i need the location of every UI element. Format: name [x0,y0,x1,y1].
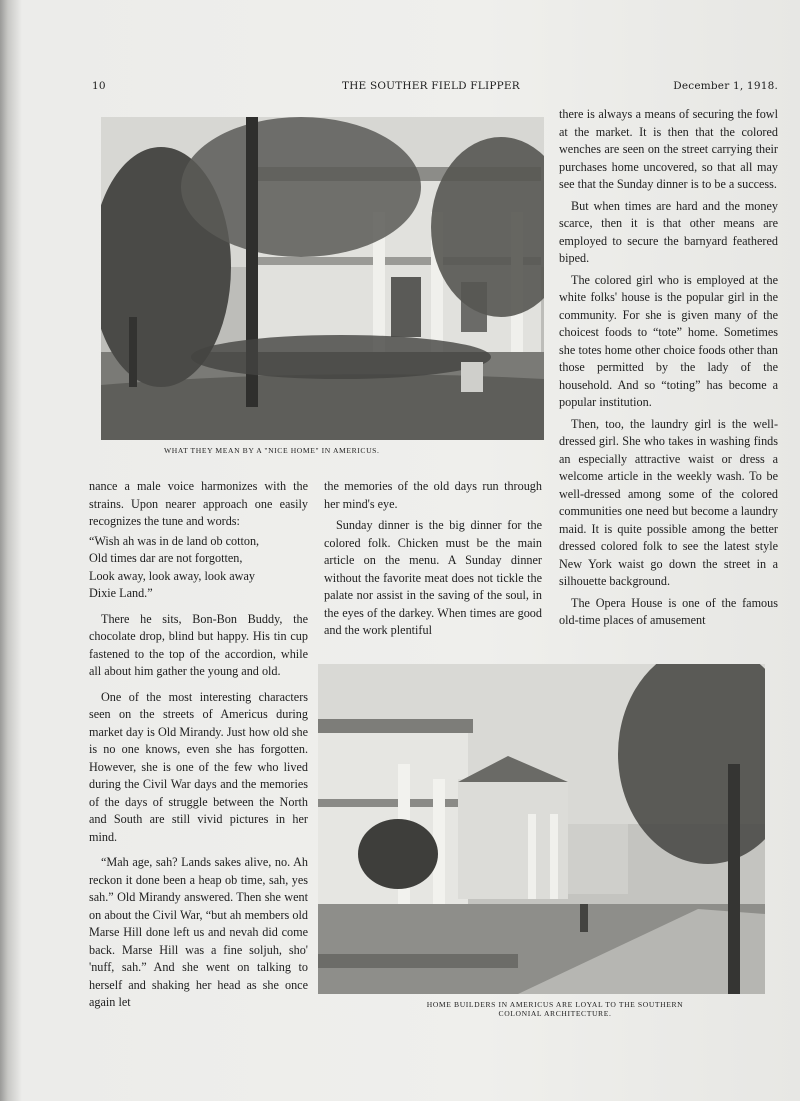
col1-paragraph: “Mah age, sah? Lands sakes alive, no. Ah reckon it done been a heap ob time, sah, yes sah.” Old Mirandy answered. Then she went on about the Civil War, “but ah members old Marse Hill done left us and nevah did come back. Marse Hill was a fine soljuh, sho' 'nuff, sah.” And she went on talking to herself and shaking her head as she once again let [89,855,308,1009]
column-2 [324,478,542,640]
page-number: 10 [92,80,106,92]
verse-line: Dixie Land.” [89,586,153,600]
bottom-photo-caption [330,1000,780,1018]
top-house-photo [101,117,544,440]
col2-paragraph: Sunday dinner is the big dinner for the colored folk. Chicken must be the main article on the menu. A Sunday dinner without the favorite meat does not tickle the palate nor assist in the saving of the soul, in the eyes of the darkey. When times are good and the work plentiful [324,518,542,637]
bottom-caption-line: COLONIAL ARCHITECTURE. [498,1009,612,1018]
publication-title: THE SOUTHER FIELD FLIPPER [342,80,520,92]
col1-paragraph: There he sits, Bon-Bon Buddy, the chocolate drop, blind but happy. His tin cup fastened to the top of the accordion, while all about him gather the young and old. [89,611,308,678]
bottom-caption-line: HOME BUILDERS IN AMERICUS ARE LOYAL TO THE SOUTHERN [426,1000,684,1009]
col3-paragraph: The colored girl who is employed at the white folks' house is the popular girl in the community. For she is given many of the choicest foods to “tote” home. Sometimes she totes home other choice foods other than those permitted by the lady of the household. And so “toting” has become a popular institution. [559,272,778,409]
col3-paragraph: there is always a means of securing the fowl at the market. It is then that the colored wenches are seen on the street carrying their purchases home uncovered, so that all may see that the Sunday dinner is to be a success. [559,107,778,191]
issue-date: December 1, 1918. [673,80,778,92]
column-3 [559,106,778,630]
verse-line: Old times dar are not forgotten, [89,551,243,565]
column-1 [89,478,308,1012]
verse-line: “Wish ah was in de land ob cotton, [89,533,260,548]
col3-paragraph: Then, too, the laundry girl is the well-dressed girl. She who takes in washing finds an especially attractive waist or dress a welcome article in the weekly wash. To be well-dressed among some of the colored communities one need but become a laundry maid. It is quite possible among the better dressed colored folk to see the latest style New York waist go down the street in a silhouette background. [559,416,778,588]
verse-line: Look away, look away, look away [89,568,255,583]
top-photo-caption: WHAT THEY MEAN BY A "NICE HOME" IN AMERICUS. [164,446,380,455]
col1-paragraph: nance a male voice harmonizes with the strains. Upon nearer approach one easily recognizes the tune and words: [89,479,308,528]
col2-paragraph: the memories of the old days run through her mind's eye. [324,479,542,511]
col3-paragraph: But when times are hard and the money scarce, then it is that other means are employed to secure the barnyard feathered biped. [559,198,778,265]
col1-paragraph: One of the most interesting characters seen on the streets of Americus during market day is Old Mirandy. Just how old she is no one knows, even she has forgotten. However, she is one of the few who lived during the Civil War days and the memories of the days of struggle between the North and South are still vivid pictures in her mind. [89,689,308,844]
bottom-houses-photo [318,664,765,994]
col3-paragraph: The Opera House is one of the famous old-time places of amusement [559,595,778,627]
